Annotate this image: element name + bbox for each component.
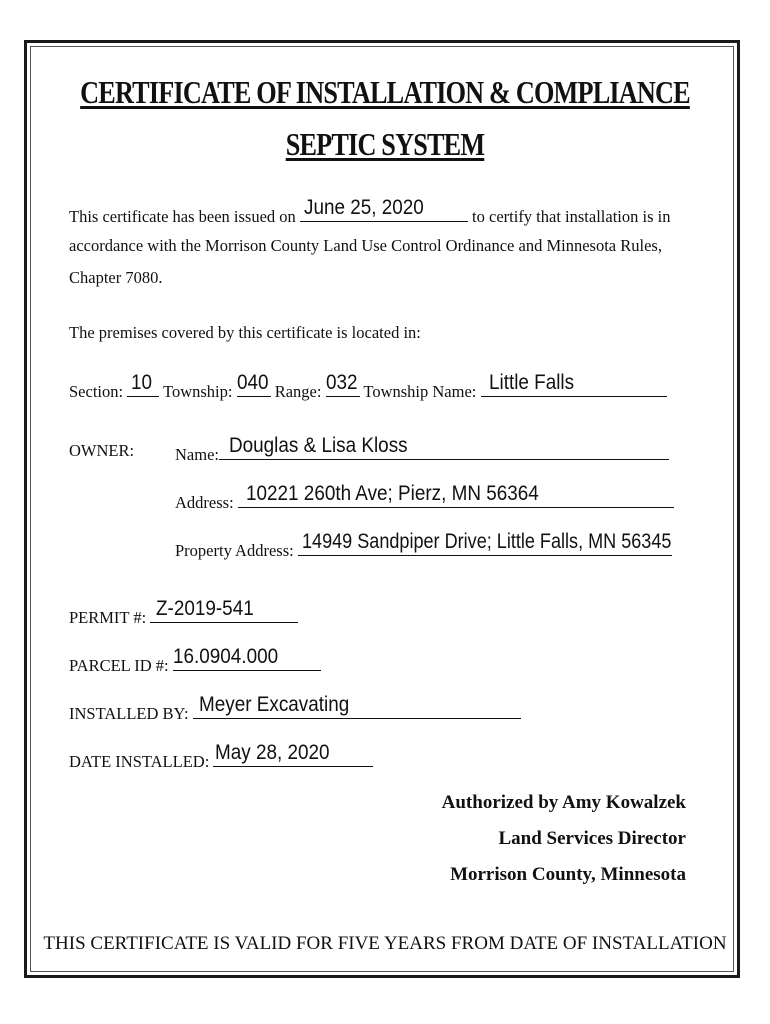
section-value: 10 (131, 371, 153, 394)
owner-name-value: Douglas & Lisa Kloss (228, 434, 408, 457)
installed-by-line (69, 693, 521, 724)
authorized-org: Morrison County, Minnesota (450, 864, 686, 885)
section-field (127, 371, 159, 397)
parcel-value: 16.0904.000 (172, 645, 278, 668)
owner-name-line (175, 434, 669, 465)
intro-line-3: Chapter 7080. (69, 268, 163, 287)
premises-text: The premises covered by this certificate is located in: (69, 323, 421, 342)
intro-prefix: This certificate has been issued on (69, 207, 296, 226)
township-name-field (481, 371, 667, 397)
intro-line-2: accordance with the Morrison County Land Use Control Ordinance and Minnesota Rules, (69, 236, 662, 255)
permit-label: PERMIT #: (69, 608, 147, 627)
property-address-field (298, 530, 672, 556)
location-line (69, 371, 667, 402)
property-address-line (175, 530, 672, 561)
range-value: 032 (325, 371, 358, 394)
township-label: Township: (163, 382, 233, 401)
validity-footer: THIS CERTIFICATE IS VALID FOR FIVE YEARS FROM DATE OF INSTALLATION (43, 933, 727, 954)
authorized-title: Land Services Director (498, 828, 686, 849)
installed-by-value: Meyer Excavating (198, 693, 349, 716)
township-value: 040 (236, 371, 269, 394)
section-label: Section: (69, 382, 124, 401)
authorized-by: Authorized by Amy Kowalzek (441, 792, 686, 813)
issued-date-value: June 25, 2020 (303, 196, 424, 219)
property-address-value: 14949 Sandpiper Drive; Little Falls, MN 56345 (301, 530, 672, 553)
permit-line (69, 597, 298, 628)
owner-label: OWNER: (69, 441, 135, 460)
property-address-label: Property Address: (175, 541, 294, 560)
issued-date-field (300, 196, 468, 222)
name-label: Name: (175, 445, 219, 464)
installed-by-label: INSTALLED BY: (69, 704, 189, 723)
date-installed-line (69, 741, 373, 772)
range-field (325, 371, 360, 397)
address-label: Address: (175, 493, 234, 512)
range-label: Range: (274, 382, 322, 401)
owner-address-line (175, 482, 674, 513)
permit-value: Z-2019-541 (156, 597, 255, 620)
permit-field (150, 597, 298, 623)
township-field (236, 371, 271, 397)
owner-address-field (238, 482, 674, 508)
parcel-label: PARCEL ID #: (69, 656, 169, 675)
certificate-title: CERTIFICATE OF INSTALLATION & COMPLIANCE (80, 74, 690, 110)
intro-line-1 (69, 196, 671, 227)
installed-by-field (193, 693, 521, 719)
date-installed-value: May 28, 2020 (215, 741, 330, 764)
date-installed-label: DATE INSTALLED: (69, 752, 210, 771)
township-name-label: Township Name: (363, 382, 477, 401)
owner-address-value: 10221 260th Ave; Pierz, MN 56364 (245, 482, 539, 505)
township-name-value: Little Falls (488, 371, 574, 394)
intro-suffix: to certify that installation is in (472, 207, 671, 226)
date-installed-field (213, 741, 373, 767)
parcel-line (69, 645, 321, 676)
owner-name-field (219, 434, 669, 460)
certificate-subtitle: SEPTIC SYSTEM (285, 126, 485, 162)
parcel-field (172, 645, 321, 671)
